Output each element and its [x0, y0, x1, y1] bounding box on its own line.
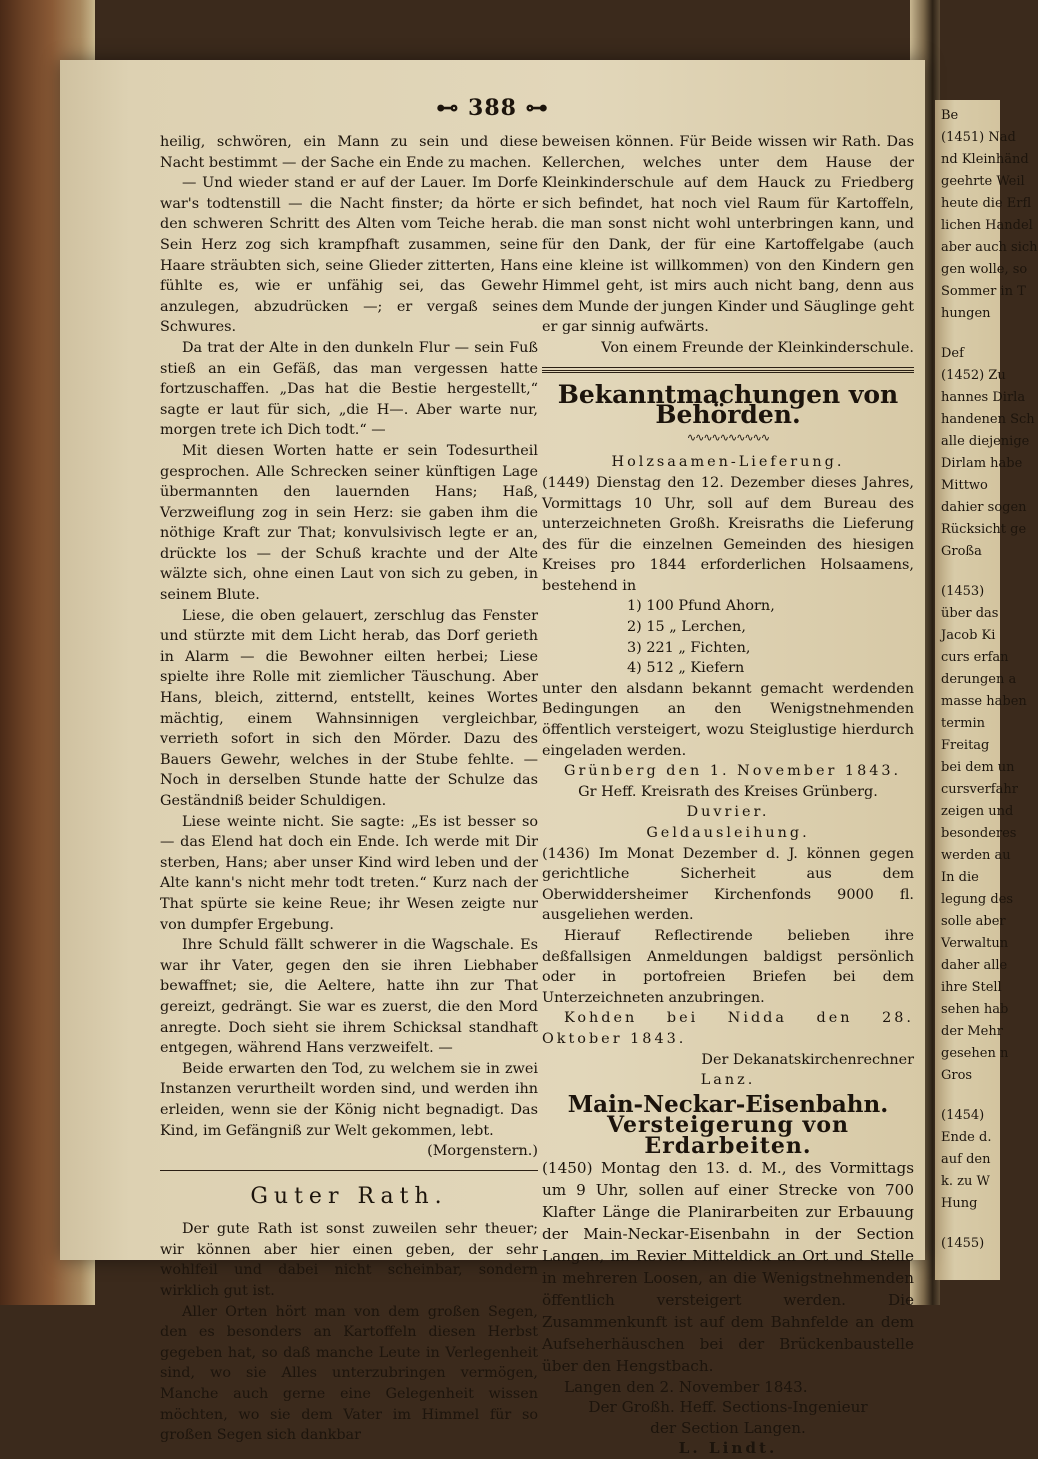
next-page-text: Sommer in T: [941, 284, 1026, 299]
authority: Gr Heff. Kreisrath des Kreises Grünberg.: [578, 783, 878, 800]
next-page-text: legung des: [941, 892, 1014, 907]
paragraph: Mit diesen Worten hatte er sein Todesurtheil gesprochen. Alle Schrecken seiner künftigen Lage übermannten den lauernden Hans; Haß, Verzweiflung zog in sein Herz: sie gaben ihm die nöthige Kraft zur That; konvulsivisch legte er an, drückte los — der Schuß krachte und der Alte wälzte sich, ohne einen Laut von sich zu geben, in seinem Blute.: [160, 442, 538, 604]
ad-heading-railway: Main-Neckar-Eisenbahn.: [567, 1090, 889, 1118]
next-page-text: dahier sogen: [941, 500, 1027, 515]
next-page-text: Jacob Ki: [941, 628, 996, 643]
ad-heading-auction: Versteigerung von Erdarbeiten.: [607, 1112, 849, 1159]
next-page-text: (1453): [941, 584, 985, 599]
next-page-text: gen wolle, so: [941, 262, 1028, 277]
announcements-heading: Bekanntmachungen von Behörden.: [557, 379, 899, 430]
paragraph: Ihre Schuld fällt schwerer in die Wagschale. Es war ihr Vater, gegen den sie ihren Liebhaber bewaffnet; sie, die Aeltere, hatte ihn zur That gereizt, gedrängt. Sie war es zuerst, die den Mord anregte. Doch sieht sie ihrem Schicksal standhaft entgegen, während Hans verzweifelt. —: [160, 937, 538, 1057]
signature: Von einem Freunde der Kleinkinderschule.: [601, 339, 914, 356]
paragraph: heilig, schwören, ein Mann zu sein und diese Nacht bestimmt — der Sache ein Ende zu machen.: [160, 134, 538, 171]
signer: Lanz.: [700, 1072, 756, 1089]
next-page-text: zeigen und: [941, 804, 1014, 819]
next-page-text: Freitag: [941, 738, 990, 753]
next-page-text: handenen Sch: [941, 412, 1035, 427]
next-page-text: curs erfan: [941, 650, 1009, 665]
next-page-text: Dirlam habe: [941, 456, 1023, 471]
book-page: [60, 60, 925, 1458]
next-page-text: hannes Dirla: [941, 390, 1026, 405]
authority: Der Dekanatskirchenrechner: [701, 1051, 914, 1068]
next-page-text: lichen Handel: [941, 218, 1033, 233]
wavy-ornament: ∿∿∿∿∿∿∿∿∿∿: [686, 430, 770, 444]
section-title: Guter Rath.: [250, 1183, 448, 1209]
next-page-text: auf den: [941, 1152, 991, 1167]
ad-heading: Holzsaamen-Lieferung.: [611, 454, 845, 471]
paragraph: Der gute Rath ist sonst zuweilen sehr theuer; wir können aber hier einen geben, der sehr wohlfeil und dabei nicht scheinbar, sondern wirklich gut ist.: [160, 1221, 538, 1300]
divider: [542, 367, 914, 368]
ad-text: (1449) Dienstag den 12. Dezember dieses Jahres, Vormittags 10 Uhr, soll auf dem Bureau des unterzeichneten Großh. Kreisraths die Lieferung des für die einzelnen Gemeinden des hiesigen Kreises pro 1844 erforderlichen Holsaamens, bestehend in: [542, 474, 914, 594]
signer: Duvrier.: [686, 804, 770, 821]
next-page-text: heute die Erfl: [941, 196, 1032, 211]
ornament-left-icon: ⊷: [436, 95, 469, 121]
next-page-text: Verwaltun: [941, 936, 1009, 951]
place-date: Grünberg den 1. November 1843.: [564, 763, 902, 780]
next-page-text: geehrte Weil: [941, 174, 1025, 189]
list-item: 1) 100 Pfund Ahorn,: [627, 598, 775, 615]
paragraph: — Und wieder stand er auf der Lauer. Im Dorfe war's todtenstill — die Nacht finster; da hörte er den schweren Schritt des Alten vom Teiche herab. Sein Herz zog sich krampfhaft zusammen, seine Haare sträubten sich, seine Glieder zitterten, Hans fühlte es, wie er unfähig sei, das Gewehr anzulegen, abzudrücken —; er vergaß seines Schwures.: [160, 175, 538, 336]
next-page-text: (1451) Nad: [941, 130, 1016, 145]
next-page-text: hungen: [941, 306, 991, 321]
list-item: 3) 221 „ Fichten,: [627, 639, 751, 656]
next-page-text: besonderes: [941, 826, 1017, 841]
next-page-text: der Mehr: [941, 1024, 1003, 1039]
next-page-text: Mittwo: [941, 478, 988, 493]
source-attribution: (Morgenstern.): [427, 1143, 538, 1160]
paragraph: Aller Orten hört man von dem großen Segen, den es besonders an Kartoffeln diesen Herbst gegeben hat, so daß manche Leute in Verlegenheit sind, wo sie Alles unterzubringen vermögen, Manche auch gerne eine Gelegenheit wissen möchten, wo sie dem Vater im Himmel für so großen Segen sich dankbar: [160, 1303, 538, 1444]
authority: der Section Langen.: [650, 1418, 806, 1437]
next-page-text: solle aber: [941, 914, 1006, 929]
paragraph: Liese, die oben gelauert, zerschlug das Fenster und stürzte mit dem Licht herab, das Dorf gerieth in Alarm — die Bewohner eilten herbei; Liese spielte ihre Rolle mit ziemlicher Täuschung. Aber Hans, bleich, zitternd, entstellt, keines Wortes mächtig, einem Wahnsinnigen vergleichbar, verrieth sofort in sich den Mörder. Dazu des Bauers Gewehr, welches in der Stube fehlte. — Noch in derselben Stunde hatte der Schulze das Geständniß beider Schuldigen.: [160, 607, 538, 809]
next-page-text: ihre Stell: [941, 980, 1002, 995]
page-number-text: 388: [468, 95, 517, 121]
authority: Der Großh. Heff. Sections-Ingenieur: [588, 1398, 868, 1417]
paragraph: Da trat der Alte in den dunkeln Flur — sein Fuß stieß an ein Gefäß, das man vergessen hatte fortzuschaffen. „Das hat die Bestie hergestellt,“ sagte er laut für sich, „die H—. Aber warte nur, morgen trete ich Dich todt.“ —: [160, 339, 538, 439]
ad-text: Hierauf Reflectirende belieben ihre deßfallsigen Anmeldungen baldigst persönlich oder in portofreien Briefen bei dem Unterzeichneten anzubringen.: [542, 927, 914, 1006]
next-page-text: sehen hab: [941, 1002, 1009, 1017]
divider: [160, 1170, 538, 1171]
paragraph: beweisen können. Für Beide wissen wir Rath. Das Kellerchen, welches unter dem Hause der Kleinkinderschule auf dem Hauck zu Friedberg sich befindet, hat noch viel Raum für Kartoffeln, die man sonst nicht wohl unterbringen kann, und für den Dank, der für eine Kartoffelgabe (auch eine kleine ist willkommen) von den Kindern gen Himmel geht, ist mirs auch nicht bang, denn aus dem Munde der jungen Kinder und Säuglinge geht er gar sinnig aufwärts.: [542, 134, 914, 336]
list-item: 2) 15 „ Lerchen,: [627, 619, 746, 636]
page-number: [60, 95, 925, 121]
ad-heading: Geldausleihung.: [646, 825, 810, 841]
next-page-text: Großa: [941, 544, 982, 559]
next-page-fragment: [935, 100, 1038, 1280]
ad-text: (1436) Im Monat Dezember d. J. können gegen gerichtliche Sicherheit aus dem Oberwiddersheimer Kirchenfonds 9000 fl. ausgeliehen werden.: [542, 845, 914, 924]
next-page-text: nd Kleinhänd: [941, 152, 1029, 167]
paragraph: Liese weinte nicht. Sie sagte: „Es ist besser so — das Elend hat doch ein Ende. Ich werde mit Dir sterben, Hans; aber unser Kind wird leben und der Alte kann's nicht mehr todt treten.“ Kurz nach der That spürte sie keine Reue; ihr Wesen zeigte nur von dumpfer Ergebung.: [160, 813, 538, 933]
next-page-text: (1452) Zu: [941, 368, 1006, 383]
next-page-text: masse haben: [941, 694, 1027, 709]
next-page-text: k. zu W: [941, 1174, 990, 1189]
ad-text: (1450) Montag den 13. d. M., des Vormittags um 9 Uhr, sollen auf einer Strecke von 700 Klafter Länge die Planirarbeiten zur Erbauung der Main-Neckar-Eisenbahn in der Section Langen, im Revier Mitteldick an Ort und Stelle in mehreren Loosen, an die Wenigstnehmenden öffentlich versteigert werden. Die Zusammenkunft ist auf dem Bahnfelde an dem Aufseherhäuschen bei der Brückenbaustelle über den Hengstbach.: [542, 1158, 914, 1375]
next-page-text: aber auch sich: [941, 240, 1038, 255]
paragraph: Beide erwarten den Tod, zu welchem sie in zwei Instanzen verurtheilt worden sind, und werden ihn erleiden, wenn sie der König nicht begnadigt. Das Kind, im Gefängniß zur Welt gekommen, lebt.: [160, 1060, 538, 1139]
next-page-text: Ende d.: [941, 1130, 992, 1145]
ad-text: unter den alsdann bekannt gemacht werdenden Bedingungen an den Wenigstnehmenden öffentlich versteigert, wozu Steiglustige hierdurch eingeladen werden.: [542, 680, 914, 759]
place-date: Langen den 2. November 1843.: [564, 1377, 808, 1396]
double-divider: [542, 370, 914, 373]
next-page-text: Def: [941, 346, 964, 361]
next-page-text: alle diejenige: [941, 434, 1030, 449]
next-page-text: derungen a: [941, 672, 1017, 687]
next-page-text: daher alle: [941, 958, 1008, 973]
next-page-text: termin: [941, 716, 985, 731]
next-page-text: In die: [941, 870, 979, 885]
next-page-text: Hung: [941, 1196, 978, 1211]
next-page-text: bei dem un: [941, 760, 1015, 775]
next-page-text: Be: [941, 108, 959, 123]
place-date: Kohden bei Nidda den 28. Oktober 1843.: [542, 1010, 914, 1047]
next-page-text: über das: [941, 606, 999, 621]
ornament-right-icon: ⊶: [516, 95, 549, 121]
next-page-text: (1454): [941, 1108, 985, 1123]
list-item: 4) 512 „ Kiefern: [627, 660, 745, 677]
next-page-text: cursverfahr: [941, 782, 1018, 797]
signer: L. Lindt.: [678, 1439, 778, 1458]
right-column: [542, 132, 914, 1459]
next-page-text: (1455): [941, 1236, 985, 1251]
left-column: [160, 132, 538, 1446]
next-page-text: Rücksicht ge: [941, 522, 1027, 537]
next-page-text: werden au: [941, 848, 1011, 863]
next-page-text: gesehen n: [941, 1046, 1009, 1061]
next-page-text: Gros: [941, 1068, 973, 1083]
